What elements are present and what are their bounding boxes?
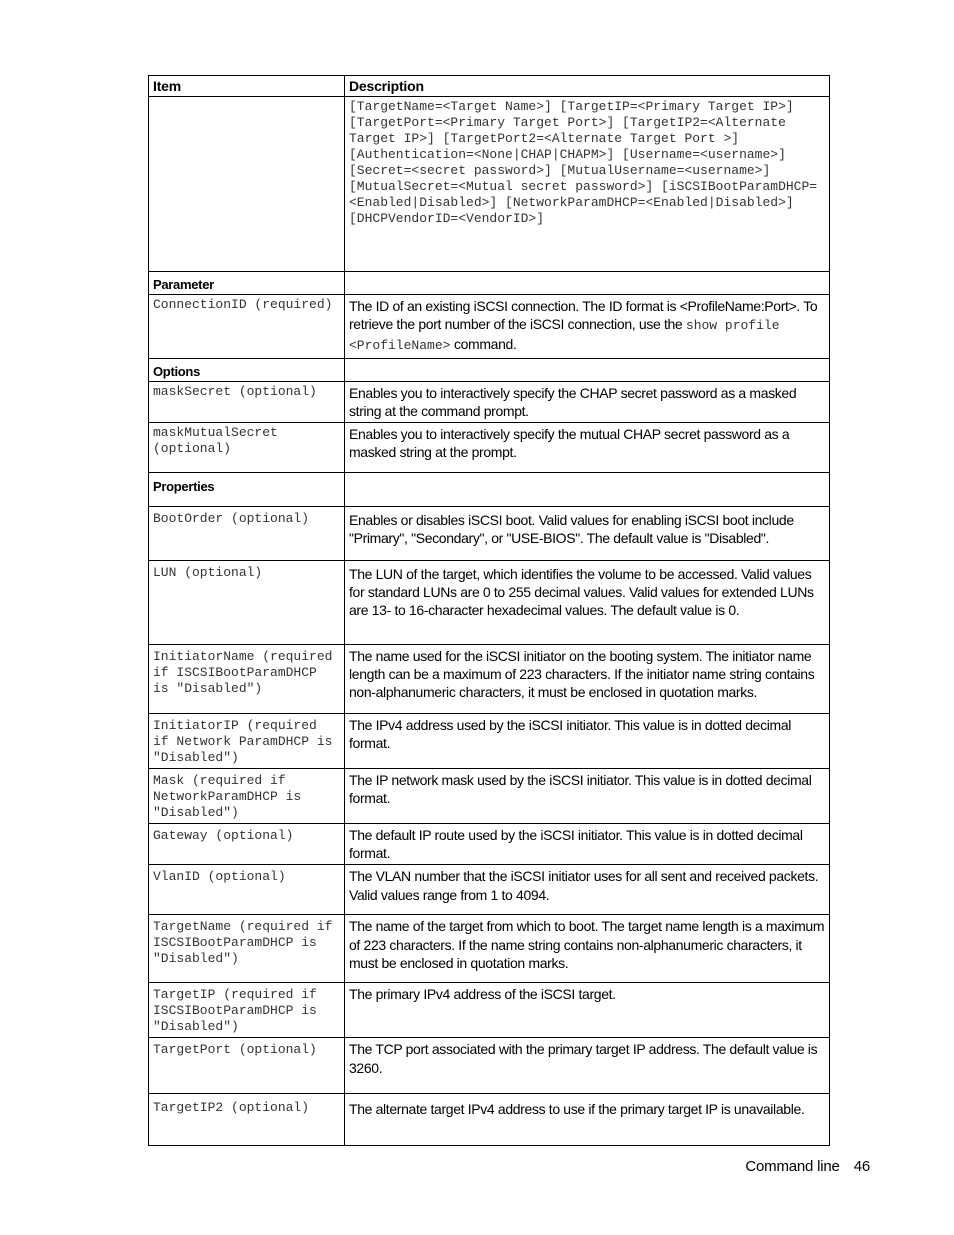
parameter-desc-text: The ID of an existing iSCSI connection. The ID format is <ProfileName:Port>. To retrieve the port number of the iSCSI connection, use the (349, 298, 818, 333)
header-description: Description (345, 76, 830, 97)
section-label-options: Options (149, 358, 345, 381)
property-name: TargetPort (optional) (149, 1038, 345, 1094)
table-header-row (149, 76, 830, 97)
table-row (149, 561, 830, 645)
syntax-continuation: [TargetName=<Target Name>] [TargetIP=<Primary Target IP>] [TargetPort=<Primary Target Port>] [TargetIP2=<Alternate Target IP>] [TargetPort2=<Alternate Target Port >] [Authentication=<None|CHAP|CHAPM>] [Username=<username>] [Secret=<secret password>] [MutualUsername=<username>] [MutualSecret=<Mutual secret password>] [iSCSIBootParamDHCP=<Enabled|Disabled>] [NetworkParamDHCP=<Enabled|Disabled>] [DHCPVendorID=<VendorID>] (345, 97, 830, 272)
section-row-properties (149, 473, 830, 507)
section-label-properties: Properties (149, 473, 345, 507)
table-row (149, 381, 830, 422)
property-description: The LUN of the target, which identifies the volume to be accessed. Valid values for standard LUNs are 0 to 255 decimal values. Valid values for extended LUNs are 13- to 16-character hexadecimal values. The default value is 0. (345, 561, 830, 645)
option-description: Enables you to interactively specify the mutual CHAP secret password as a masked string at the prompt. (345, 423, 830, 473)
header-item: Item (149, 76, 345, 97)
table-row (149, 983, 830, 1038)
property-name: InitiatorName (required if ISCSIBootParamDHCP is "Disabled") (149, 645, 345, 714)
page-number: 46 (853, 1158, 870, 1175)
parameter-name: ConnectionID (required) (149, 295, 345, 359)
property-name: InitiatorIP (required if Network ParamDHCP is "Disabled") (149, 714, 345, 769)
property-name: TargetIP2 (optional) (149, 1094, 345, 1146)
parameter-row (149, 295, 830, 359)
section-row-parameter (149, 272, 830, 295)
command-reference-table (148, 75, 830, 1146)
section-row-options (149, 358, 830, 381)
option-description: Enables you to interactively specify the CHAP secret password as a masked string at the command prompt. (345, 381, 830, 422)
page-footer (600, 1158, 870, 1175)
property-description: The alternate target IPv4 address to use if the primary target IP is unavailable. (345, 1094, 830, 1146)
property-name: Gateway (optional) (149, 824, 345, 865)
property-description: The VLAN number that the iSCSI initiator uses for all sent and received packets. Valid values range from 1 to 4094. (345, 865, 830, 915)
parameter-desc-text-end: command. (450, 336, 517, 353)
table-row (149, 1038, 830, 1094)
property-description: Enables or disables iSCSI boot. Valid values for enabling iSCSI boot include "Primary", "Secondary", or "USE-BIOS". The default value is "Disabled". (345, 507, 830, 561)
parameter-desc-code: show profile <ProfileName> (349, 318, 780, 354)
footer-section-title: Command line (745, 1158, 840, 1175)
property-name: TargetName (required if ISCSIBootParamDHCP is "Disabled") (149, 915, 345, 983)
parameter-description (345, 295, 830, 359)
table-row (149, 507, 830, 561)
syntax-row (149, 97, 830, 272)
table-row (149, 714, 830, 769)
table-row (149, 824, 830, 865)
property-description: The IPv4 address used by the iSCSI initiator. This value is in dotted decimal format. (345, 714, 830, 769)
property-name: LUN (optional) (149, 561, 345, 645)
table-row (149, 1094, 830, 1146)
table-row (149, 865, 830, 915)
property-description: The IP network mask used by the iSCSI initiator. This value is in dotted decimal format. (345, 769, 830, 824)
table-row (149, 423, 830, 473)
property-name: TargetIP (required if ISCSIBootParamDHCP is "Disabled") (149, 983, 345, 1038)
option-name: maskSecret (optional) (149, 381, 345, 422)
property-description: The TCP port associated with the primary target IP address. The default value is 3260. (345, 1038, 830, 1094)
syntax-item-cell (149, 97, 345, 272)
table-row (149, 769, 830, 824)
option-name: maskMutualSecret (optional) (149, 423, 345, 473)
table-row (149, 645, 830, 714)
property-name: VlanID (optional) (149, 865, 345, 915)
property-name: Mask (required if NetworkParamDHCP is "Disabled") (149, 769, 345, 824)
property-description: The default IP route used by the iSCSI initiator. This value is in dotted decimal format. (345, 824, 830, 865)
property-description: The name of the target from which to boot. The target name length is a maximum of 223 characters. If the name string contains non-alphanumeric characters, it must be enclosed in quotation marks. (345, 915, 830, 983)
property-name: BootOrder (optional) (149, 507, 345, 561)
property-description: The name used for the iSCSI initiator on the booting system. The initiator name length can be a maximum of 223 characters. If the initiator name string contains non-alphanumeric characters, it must be enclosed in quotation marks. (345, 645, 830, 714)
table-row (149, 915, 830, 983)
property-description: The primary IPv4 address of the iSCSI target. (345, 983, 830, 1038)
section-label-parameter: Parameter (149, 272, 345, 295)
